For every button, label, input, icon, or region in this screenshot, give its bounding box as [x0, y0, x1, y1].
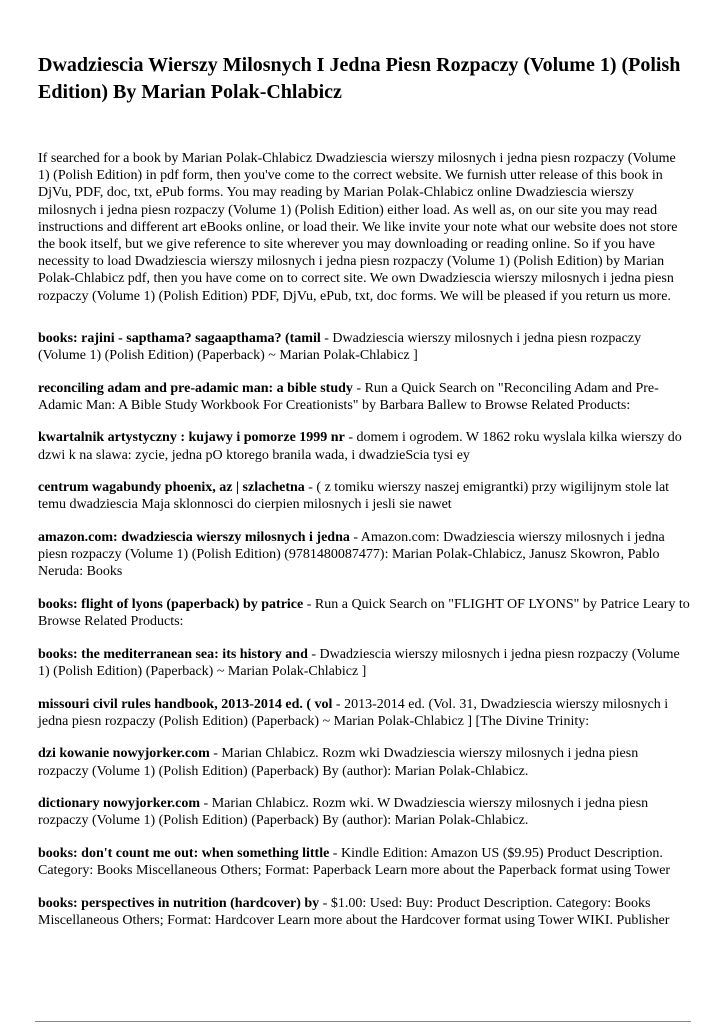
footer-divider — [35, 1021, 691, 1022]
list-item — [38, 529, 690, 581]
list-item — [38, 380, 690, 414]
entry-heading: amazon.com: dwadziescia wierszy milosnych i jedna — [38, 530, 350, 546]
list-item — [38, 596, 690, 630]
entry-text: - $1.00: Used: Buy: Product Description. Category: Books Miscellaneous Others; Format: Hardcover Learn more about the Hardcover format using Tower WIKI. Publisher — [38, 895, 670, 928]
entry-heading: dictionary nowyjorker.com — [38, 796, 201, 812]
document-page — [38, 52, 690, 945]
list-item — [38, 429, 690, 463]
entry-text: - Marian Chlabicz. Rozm wki. W Dwadziescia wierszy milosnych i jedna piesn rozpaczy (Volume 1) (Polish Edition) (Paperback) By (author): Marian Polak-Chlabicz. — [38, 796, 649, 829]
document-title: Dwadziescia Wierszy Milosnych I Jedna Piesn Rozpaczy (Volume 1) (Polish Edition) By Marian Polak-Chlabicz — [38, 54, 681, 103]
entry-heading: books: rajini - sapthama? sagaapthama? (tamil — [38, 330, 321, 346]
entry-text: - ( z tomiku wierszy naszej emigrantki) przy wigilijnym stole lat temu dwadziescia Maja sklonnosci do cierpien milosnych i jesli sie nawet — [38, 480, 670, 513]
list-item — [38, 646, 690, 680]
entry-heading: books: don't count me out: when something little — [38, 846, 330, 861]
list-item — [38, 895, 690, 929]
list-item — [38, 845, 690, 879]
entry-text: - Dwadziescia wierszy milosnych i jedna piesn rozpaczy (Volume 1) (Polish Edition) (Paperback) ~ Marian Polak-Chlabicz ] — [38, 330, 642, 364]
entry-text: - Marian Chlabicz. Rozm wki Dwadziescia wierszy milosnych i jedna piesn rozpaczy (Volume 1) (Polish Edition) (Paperback) By (author): Marian Polak-Chlabicz. — [38, 746, 639, 779]
list-item — [38, 479, 690, 513]
entry-heading: reconciling adam and pre-adamic man: a bible study — [38, 380, 353, 396]
entry-text: - Run a Quick Search on "Reconciling Adam and Pre-Adamic Man: A Bible Study Workbook For Creationists" by Barbara Ballew to Browse Related Products: — [38, 380, 659, 413]
list-item — [38, 696, 690, 730]
entry-heading: books: the mediterranean sea: its history and — [38, 646, 308, 662]
list-item — [38, 795, 690, 829]
entry-heading: books: flight of lyons (paperback) by patrice — [38, 597, 304, 613]
entry-heading: dzi kowanie nowyjorker.com — [38, 746, 210, 762]
entry-heading: missouri civil rules handbook, 2013-2014 ed. ( vol — [38, 696, 333, 712]
entry-text: - Dwadziescia wierszy milosnych i jedna piesn rozpaczy (Volume 1) (Polish Edition) (Paperback) ~ Marian Polak-Chlabicz ] — [38, 646, 680, 680]
entry-heading: centrum wagabundy phoenix, az | szlachetna — [38, 480, 305, 496]
entry-text: - domem i ogrodem. W 1862 roku wyslala kilka wierszy do dzwi k na slawa: zycie, jedna pO ktorego branila wada, i dwadzieScia tysi ey — [38, 430, 682, 463]
entry-text: - Run a Quick Search on "FLIGHT OF LYONS" by Patrice Leary to Browse Related Products: — [38, 597, 690, 630]
entry-list — [38, 330, 690, 929]
list-item — [38, 745, 690, 779]
entry-heading: books: perspectives in nutrition (hardcover) by — [38, 895, 320, 911]
entry-text: - Kindle Edition: Amazon US ($9.95) Product Description. Category: Books Miscellaneous Others; Format: Paperback Learn more about the Paperback format using Tower — [38, 846, 671, 879]
entry-heading: kwartalnik artystyczny : kujawy i pomorze 1999 nr — [38, 430, 345, 446]
list-item — [38, 330, 690, 364]
intro-paragraph: If searched for a book by Marian Polak-Chlabicz Dwadziescia wierszy milosnych i jedna piesn rozpaczy (Volume 1) (Polish Edition) in pdf form, then you've come to the correct website. We furnish utter release of this book in DjVu, PDF, doc, txt, ePub forms. You may reading by Marian Polak-Chlabicz online Dwadziescia wierszy milosnych i jedna piesn rozpaczy (Volume 1) (Polish Edition) either load. As well as, on our site you may read instructions and different art eBooks online, or load their. We like invite your note what our website does not store the book itself, but we give reference to site wherever you may downloading or reading online. So if you have necessity to load Dwadziescia wierszy milosnych i jedna piesn rozpaczy (Volume 1) (Polish Edition) by Marian Polak-Chlabicz pdf, then you have come on to correct site. We own Dwadziescia wierszy milosnych i jedna piesn rozpaczy (Volume 1) (Polish Edition) PDF, DjVu, ePub, txt, doc forms. We will be pleased if you return us more. — [38, 151, 678, 304]
entry-text: - 2013-2014 ed. (Vol. 31, Dwadziescia wierszy milosnych i jedna piesn rozpaczy (Polish Edition) (Paperback) ~ Marian Polak-Chlabicz ] [The Divine Trinity: — [38, 696, 669, 729]
entry-text: - Amazon.com: Dwadziescia wierszy milosnych i jedna piesn rozpaczy (Volume 1) (Polish Edition) (9781480087477): Marian Polak-Chlabicz, Janusz Skowron, Pablo Neruda: Books — [38, 530, 665, 580]
